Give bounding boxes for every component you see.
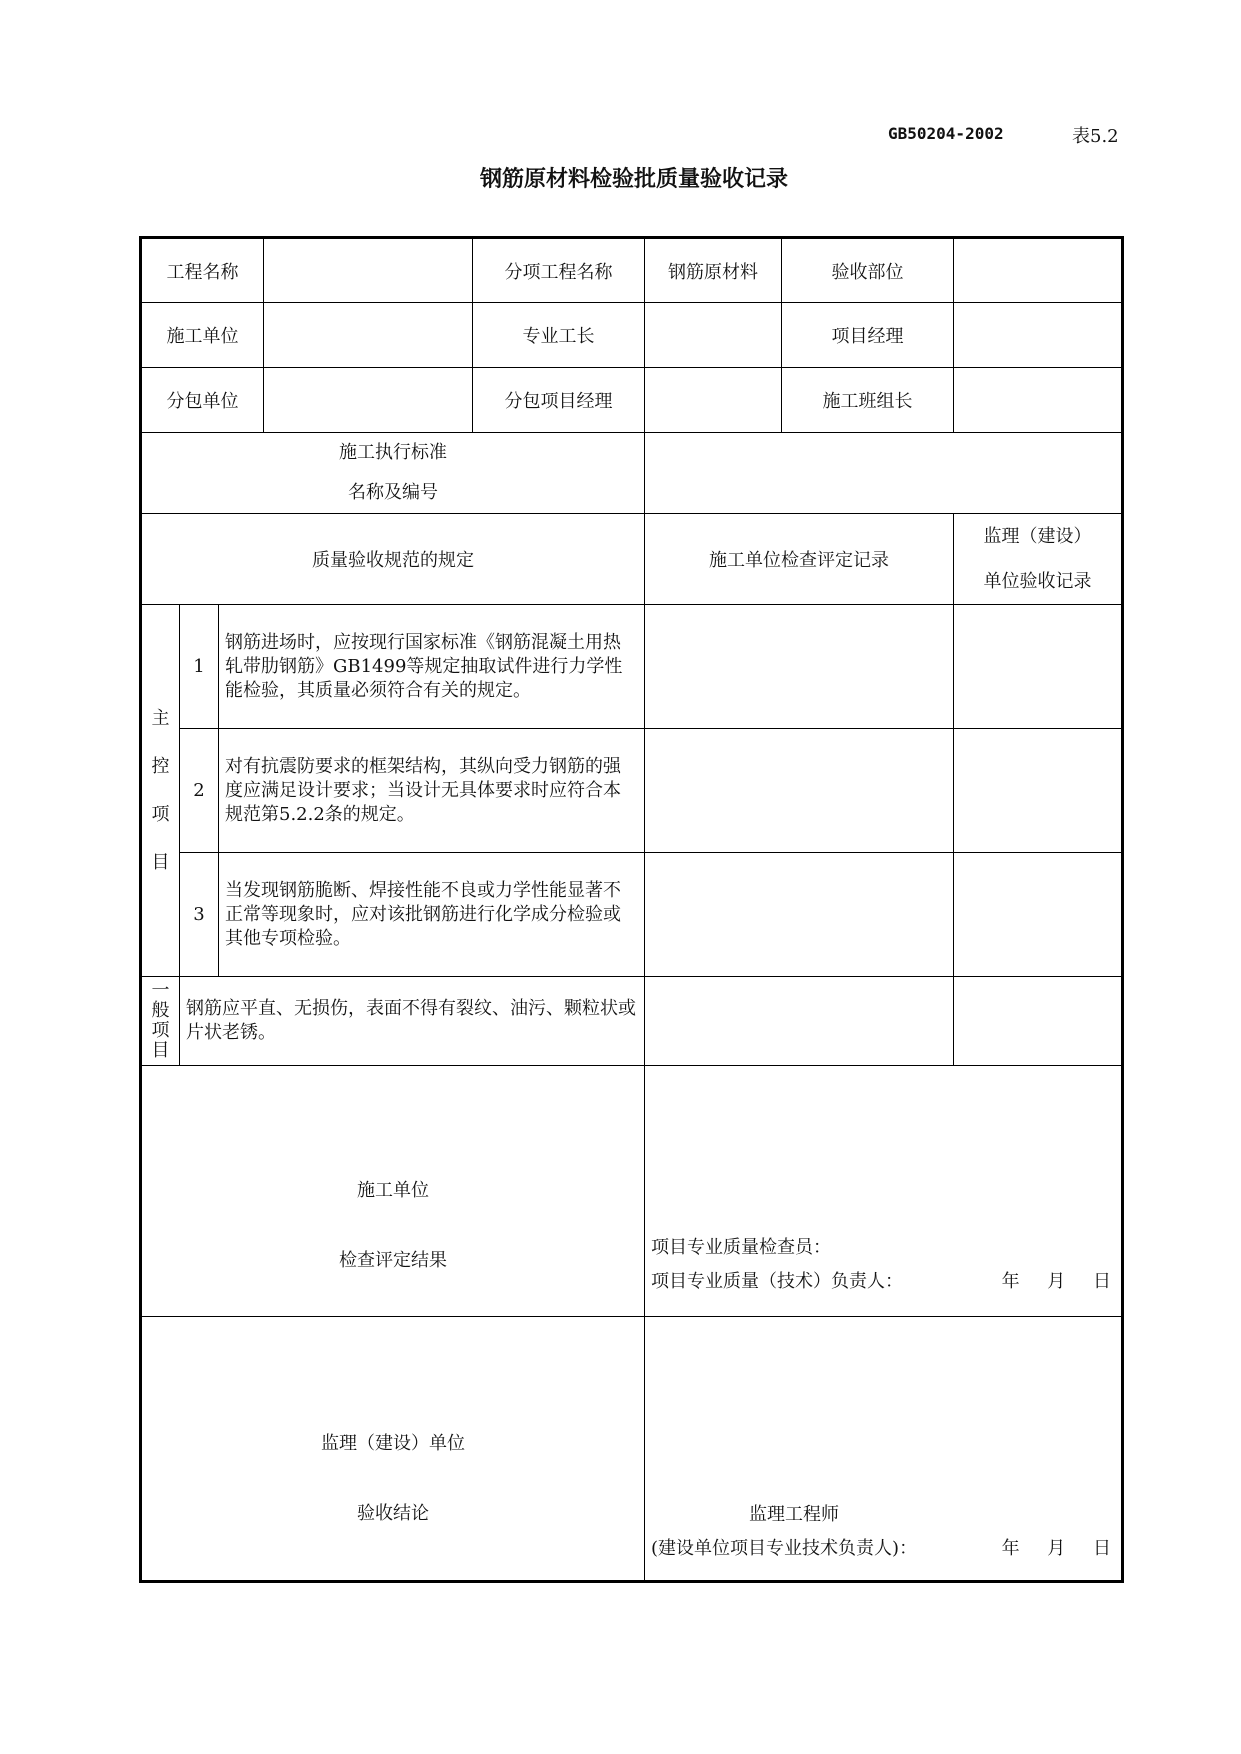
item-number: 1 <box>180 605 219 729</box>
general-char-2: 般 <box>151 1000 170 1021</box>
subcontractor-label: 分包单位 <box>141 368 264 433</box>
quality-responsible-label: 项目专业质量（技术）负责人： <box>651 1271 904 1292</box>
inspection-record-table <box>139 236 1124 1583</box>
item-supervisor-record[interactable] <box>954 605 1123 729</box>
sub-project-manager-label: 分包项目经理 <box>473 368 645 433</box>
project-manager-label: 项目经理 <box>782 303 954 368</box>
subproject-name-label: 分项工程名称 <box>473 238 645 303</box>
contractor-result-row <box>141 1066 1123 1317</box>
standard-row <box>141 433 1123 514</box>
standard-label <box>141 433 645 514</box>
info-row-subcontractor <box>141 368 1123 433</box>
project-manager-value[interactable] <box>954 303 1123 368</box>
contractor-result-line2: 检查评定结果 <box>339 1250 448 1271</box>
item-number: 3 <box>180 853 219 977</box>
form-title: 钢筋原材料检验批质量验收记录 <box>479 167 788 192</box>
foreman-label: 专业工长 <box>473 303 645 368</box>
standard-label-line1: 施工执行标准 <box>339 442 448 463</box>
supervisor-result-line2: 验收结论 <box>357 1502 430 1524</box>
main-control-label <box>141 605 180 977</box>
date-year: 年 <box>1001 1271 1020 1292</box>
item-contractor-record[interactable] <box>645 853 954 977</box>
spec-column-header: 质量验收规范的规定 <box>141 514 645 605</box>
subcontractor-value[interactable] <box>264 368 473 433</box>
general-char-3: 项 <box>151 1020 170 1041</box>
main-control-row-3 <box>141 853 1123 977</box>
acceptance-part-label: 验收部位 <box>782 238 954 303</box>
supervisor-record-header <box>954 514 1123 605</box>
general-item-row <box>141 977 1123 1066</box>
supervisor-date <box>980 1532 1111 1566</box>
date-month: 月 <box>1047 1538 1066 1559</box>
standard-label-line2: 名称及编号 <box>348 482 439 503</box>
item-contractor-record[interactable] <box>645 729 954 853</box>
date-day: 日 <box>1093 1271 1112 1292</box>
supervisor-result-line1: 监理（建设）单位 <box>321 1432 466 1454</box>
info-row-project <box>141 238 1123 303</box>
item-requirement-text: 钢筋进场时，应按现行国家标准《钢筋混凝土用热轧带肋钢筋》GB1499等规定抽取试件进行力学性能检验，其质量必须符合有关的规定。 <box>219 605 645 729</box>
column-header-row <box>141 514 1123 605</box>
general-contractor-record[interactable] <box>645 977 954 1066</box>
main-control-row-1 <box>141 605 1123 729</box>
supervisor-result-area[interactable] <box>645 1317 1123 1582</box>
supervisor-result-label <box>141 1317 645 1582</box>
contractor-label: 施工单位 <box>141 303 264 368</box>
project-name-label: 工程名称 <box>141 238 264 303</box>
quality-inspector-label: 项目专业质量检查员： <box>651 1237 832 1258</box>
contractor-result-line1: 施工单位 <box>357 1180 430 1201</box>
team-leader-value[interactable] <box>954 368 1123 433</box>
info-row-contractor <box>141 303 1123 368</box>
supervisor-header-line2: 单位验收记录 <box>983 571 1092 592</box>
table-number: 表5.2 <box>1072 126 1119 147</box>
foreman-value[interactable] <box>645 303 782 368</box>
acceptance-part-value[interactable] <box>954 238 1123 303</box>
main-control-row-2 <box>141 729 1123 853</box>
item-supervisor-record[interactable] <box>954 729 1123 853</box>
date-year: 年 <box>1001 1538 1020 1559</box>
supervisor-result-row <box>141 1317 1123 1582</box>
item-number: 2 <box>180 729 219 853</box>
general-requirement-text: 钢筋应平直、无损伤，表面不得有裂纹、油污、颗粒状或片状老锈。 <box>180 977 645 1066</box>
item-contractor-record[interactable] <box>645 605 954 729</box>
supervisor-header-line1: 监理（建设） <box>983 526 1092 547</box>
project-name-value[interactable] <box>264 238 473 303</box>
contractor-record-header: 施工单位检查评定记录 <box>645 514 954 605</box>
owner-responsible-label: (建设单位项目专业技术负责人)： <box>651 1538 918 1559</box>
item-requirement-text: 对有抗震防要求的框架结构，其纵向受力钢筋的强度应满足设计要求；当设计无具体要求时应符合本规范第5.2.2条的规定。 <box>219 729 645 853</box>
general-char-1: 一 <box>151 980 170 1001</box>
general-item-label <box>141 977 180 1066</box>
general-char-4: 目 <box>151 1040 170 1061</box>
team-leader-label: 施工班组长 <box>782 368 954 433</box>
general-supervisor-record[interactable] <box>954 977 1123 1066</box>
main-control-char-1: 主 <box>151 707 170 729</box>
subproject-name-value[interactable]: 钢筋原材料 <box>645 238 782 303</box>
date-day: 日 <box>1093 1538 1112 1559</box>
contractor-result-label <box>141 1066 645 1317</box>
item-requirement-text: 当发现钢筋脆断、焊接性能不良或力学性能显著不正常等现象时，应对该批钢筋进行化学成分检验或其他专项检验。 <box>219 853 645 977</box>
supervising-engineer-label: 监理工程师 <box>749 1504 840 1525</box>
contractor-result-area[interactable] <box>645 1066 1123 1317</box>
main-control-char-4: 目 <box>151 851 170 873</box>
item-supervisor-record[interactable] <box>954 853 1123 977</box>
standard-value[interactable] <box>645 433 1123 514</box>
standard-code: GB50204-2002 <box>888 124 1004 143</box>
date-month: 月 <box>1047 1271 1066 1292</box>
main-control-char-2: 控 <box>151 755 170 777</box>
sub-project-manager-value[interactable] <box>645 368 782 433</box>
contractor-value[interactable] <box>264 303 473 368</box>
main-control-char-3: 项 <box>151 803 170 825</box>
contractor-date <box>980 1265 1111 1299</box>
